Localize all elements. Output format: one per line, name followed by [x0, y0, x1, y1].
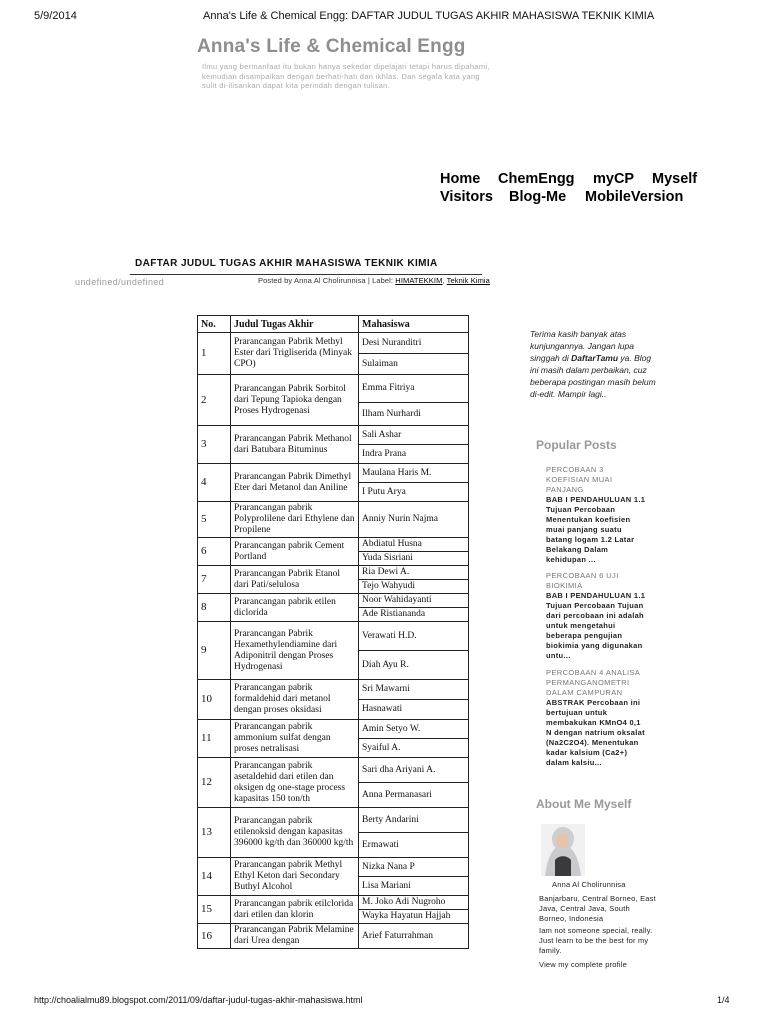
- row-no: 16: [198, 924, 231, 949]
- table-row: [198, 858, 469, 877]
- row-student: Diah Ayu R.: [359, 651, 469, 680]
- table-row: [198, 622, 469, 651]
- row-no: 3: [198, 426, 231, 464]
- nav-blog-me[interactable]: Blog-Me: [509, 189, 567, 205]
- row-title: Prarancangan Pabrik Sorbitol dari Tepung Tapioka dengan Proses Hydrogenasi: [231, 375, 359, 426]
- table-row: [198, 464, 469, 483]
- row-student: Emma Fitriya: [359, 375, 469, 403]
- row-student: Ria Dewi A.: [359, 566, 469, 580]
- row-no: 13: [198, 808, 231, 858]
- nav-mobile-version[interactable]: MobileVersion: [585, 189, 684, 205]
- row-student: Ermawati: [359, 833, 469, 858]
- row-no: 4: [198, 464, 231, 502]
- table-row: [198, 594, 469, 608]
- row-title: Prarancangan pabrik formaldehid dari metanol dengan proses oksidasi: [231, 680, 359, 720]
- row-student: Ilham Nurhardi: [359, 403, 469, 426]
- about-me-heading: About Me Myself: [536, 797, 632, 811]
- print-date: 5/9/2014: [34, 10, 77, 22]
- row-no: 11: [198, 720, 231, 758]
- popular-post-excerpt: BAB I PENDAHULUAN 1.1 Tujuan Percobaan Tujuan dari percobaan ini adalah untuk mengetahui beberapa pengujian biokimia yang digunakan untu...: [546, 591, 646, 660]
- thesis-table: [197, 315, 469, 949]
- avatar[interactable]: [541, 824, 585, 876]
- row-title: Prarancangan Pabrik Hexamethylendiamine dari Adiponitril dengan Proses Hydrogenasi: [231, 622, 359, 680]
- row-no: 14: [198, 858, 231, 896]
- row-no: 5: [198, 502, 231, 538]
- row-student: Maulana Haris M.: [359, 464, 469, 483]
- row-student: Tejo Wahyudi: [359, 580, 469, 594]
- row-title: Prarancangan Pabrik Methyl Ester dari Trigliserida (Minyak CPO): [231, 333, 359, 375]
- popular-post-item[interactable]: [546, 465, 646, 565]
- avatar-photo-icon: [541, 824, 585, 876]
- row-student: Wayka Hayatun Hajjah: [359, 910, 469, 924]
- row-student: Hasnawati: [359, 700, 469, 720]
- row-student: Abdiatul Husna: [359, 538, 469, 552]
- row-title: Prarancangan pabrik Methyl Ethyl Keton dari Secondary Buthyl Alcohol: [231, 858, 359, 896]
- title-divider: [130, 274, 482, 275]
- row-student: M. Joko Adi Nugroho: [359, 896, 469, 910]
- popular-post-excerpt: ABSTRAK Percobaan ini bertujuan untuk membakukan KMnO4 0,1 N dengan natrium oksalat (Na2C2O4). Menentukan kadar kalsium (Ca2+) dalam kalsiu...: [546, 698, 645, 767]
- nav-myself[interactable]: Myself: [652, 171, 698, 187]
- row-student: Sri Mawarni: [359, 680, 469, 700]
- row-student: I Putu Arya: [359, 483, 469, 502]
- footer-page-number: 1/4: [717, 995, 730, 1005]
- posted-by-text: Posted by Anna Al Cholirunnisa | Label:: [258, 276, 396, 285]
- table-row: [198, 426, 469, 445]
- row-student: Sulaiman: [359, 354, 469, 375]
- nav-mycp[interactable]: myCP: [593, 171, 635, 187]
- table-header-row: [198, 316, 469, 333]
- row-no: 6: [198, 538, 231, 566]
- label-link-himatekkim[interactable]: HIMATEKKIM: [395, 276, 443, 285]
- row-title: Prarancangan Pabrik Etanol dari Pati/selulosa: [231, 566, 359, 594]
- row-no: 8: [198, 594, 231, 622]
- popular-post-item[interactable]: [546, 668, 646, 768]
- label-link-teknik-kimia[interactable]: Teknik Kimia: [446, 276, 490, 285]
- row-title: Prarancangan Pabrik Melamine dari Urea dengan: [231, 924, 359, 949]
- header-no: No.: [198, 316, 231, 333]
- table-row: [198, 333, 469, 354]
- row-student: Sari dha Ariyani A.: [359, 758, 469, 783]
- row-student: Noor Wahidayanti: [359, 594, 469, 608]
- row-title: Prarancangan pabrik Cement Portland: [231, 538, 359, 566]
- table-row: [198, 375, 469, 403]
- popular-posts-heading: Popular Posts: [536, 438, 617, 452]
- popular-post-title[interactable]: PERCOBAAN 6 UJI BIOKIMIA: [546, 571, 619, 590]
- table-row: [198, 896, 469, 910]
- about-text: Iam not someone special, really. Just learn to be the best for my family.: [539, 926, 653, 955]
- row-no: 12: [198, 758, 231, 808]
- popular-post-item[interactable]: [546, 571, 646, 661]
- row-student: Lisa Mariani: [359, 877, 469, 896]
- row-title: Prarancangan pabrik etilen diclorida: [231, 594, 359, 622]
- post-meta: [258, 276, 490, 285]
- row-student: Ade Ristiananda: [359, 608, 469, 622]
- table-row: [198, 758, 469, 783]
- print-page-title: Anna's Life & Chemical Engg: DAFTAR JUDUL TUGAS AKHIR MAHASISWA TEKNIK KIMIA: [203, 10, 655, 22]
- popular-post-title[interactable]: PERCOBAAN 4 ANALISA PERMANGANOMETRI DALAM CAMPURAN: [546, 668, 640, 697]
- row-no: 15: [198, 896, 231, 924]
- row-title: Prarancangan pabrik Polyprolilene dari Ethylene dan Propilene: [231, 502, 359, 538]
- header-judul: Judul Tugas Akhir: [231, 316, 359, 333]
- row-student: Nizka Nana P: [359, 858, 469, 877]
- popular-post-title[interactable]: PERCOBAAN 3 KOEFISIAN MUAI PANJANG: [546, 465, 613, 494]
- table-row: [198, 720, 469, 739]
- row-no: 2: [198, 375, 231, 426]
- blog-title[interactable]: Anna's Life & Chemical Engg: [197, 36, 466, 57]
- row-student: Berty Andarini: [359, 808, 469, 833]
- footer-url: http://choalialmu89.blogspot.com/2011/09/daftar-judul-tugas-akhir-mahasiswa.html: [34, 995, 363, 1005]
- table-row: [198, 566, 469, 580]
- table-row: [198, 680, 469, 700]
- label-separator: ,: [442, 276, 447, 285]
- nav-home[interactable]: Home: [440, 171, 481, 187]
- row-student: Anniy Nurin Najma: [359, 502, 469, 538]
- table-row: [198, 502, 469, 538]
- undefined-text: undefined/undefined: [75, 277, 165, 287]
- nav-visitors[interactable]: Visitors: [440, 189, 493, 205]
- table-row: [198, 924, 469, 949]
- row-title: Prarancangan pabrik asetaldehid dari etilen dan oksigen dg one-stage process kapasitas 150 ton/th: [231, 758, 359, 808]
- post-title[interactable]: DAFTAR JUDUL TUGAS AKHIR MAHASISWA TEKNIK KIMIA: [135, 258, 438, 269]
- blog-tagline: Ilmu yang bermanfaat itu bukan hanya sekedar dipelajari tetapi harus dipahami, kemudian disampaikan dengan berhati-hati dan ikhlas. Dan segala kata yang sulit di-ilisankan dapat kita perindah dengan tulisan.: [202, 62, 490, 90]
- row-no: 9: [198, 622, 231, 680]
- row-student: Anna Permanasari: [359, 783, 469, 808]
- table-row: [198, 808, 469, 833]
- row-title: Prarancangan pabrik etilenoksid dengan kapasitas 396000 kg/th dan 360000 kg/th: [231, 808, 359, 858]
- row-title: Prarancangan Pabrik Methanol dari Batubara Bituminus: [231, 426, 359, 464]
- table-row: [198, 538, 469, 552]
- view-profile-link[interactable]: View my complete profile: [539, 960, 628, 969]
- row-no: 10: [198, 680, 231, 720]
- popular-post-excerpt: BAB I PENDAHULUAN 1.1 Tujuan Percobaan Menentukan koefisien muai panjang suatu batang logam 1.2 Latar Belakang Dalam kehidupan ...: [546, 495, 646, 564]
- row-title: Prarancangan pabrik ammonium sulfat dengan proses netralisasi: [231, 720, 359, 758]
- guestbook-link[interactable]: DaftarTamu: [571, 353, 619, 363]
- row-title: Prarancangan pabrik etilclorida dari etilen dan klorin: [231, 896, 359, 924]
- about-name[interactable]: Anna Al Cholirunnisa: [552, 880, 626, 889]
- header-mahasiswa: Mahasiswa: [359, 316, 469, 333]
- row-no: 1: [198, 333, 231, 375]
- welcome-text: [530, 328, 660, 400]
- nav-chemengg[interactable]: ChemEngg: [498, 171, 575, 187]
- row-student: Arief Faturrahman: [359, 924, 469, 949]
- row-student: Indra Prana: [359, 445, 469, 464]
- row-student: Amin Setyo W.: [359, 720, 469, 739]
- row-title: Prarancangan Pabrik Dimethyl Eter dari Metanol dan Aniline: [231, 464, 359, 502]
- row-student: Desi Nuranditri: [359, 333, 469, 354]
- welcome-prefix: Terima kasih banyak atas kunjungannya. Jangan lupa singgah di: [530, 329, 634, 363]
- row-student: Sali Ashar: [359, 426, 469, 445]
- about-location: Banjarbaru, Central Borneo, East Java, Central Java, South Borneo, Indonesia: [539, 894, 656, 923]
- welcome-suffix: ya. Blog ini masih dalam perbaikan, cuz beberapa postingan masih belum di-edit. Mampir lagi..: [530, 353, 656, 399]
- row-student: Verawati H.D.: [359, 622, 469, 651]
- row-no: 7: [198, 566, 231, 594]
- row-student: Yuda Sisriani: [359, 552, 469, 566]
- row-student: Syaiful A.: [359, 739, 469, 758]
